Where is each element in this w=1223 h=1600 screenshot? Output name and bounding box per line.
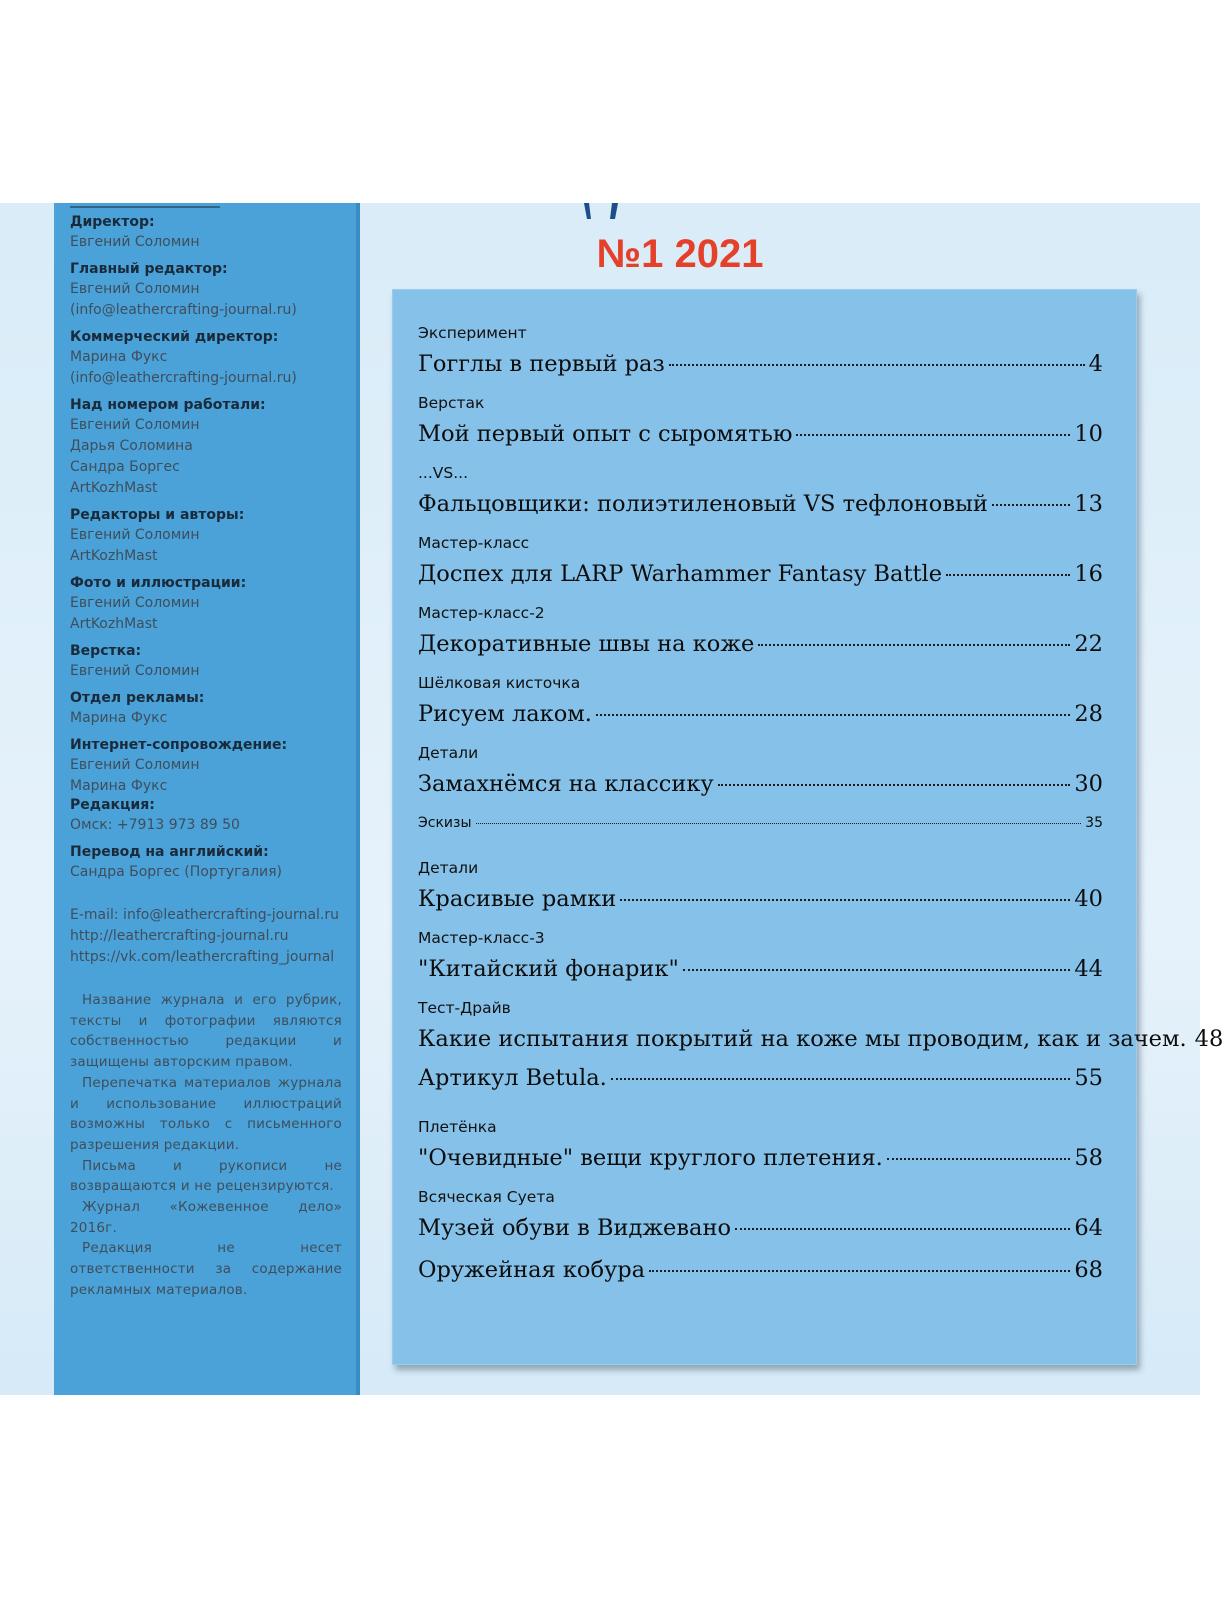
imprint-column <box>54 203 360 1395</box>
toc-row <box>418 631 1103 657</box>
credit-value: Евгений Соломин <box>70 417 200 433</box>
toc-page-number[interactable]: 16 <box>1074 561 1103 587</box>
table-of-contents <box>392 289 1223 1365</box>
credit-value: Дарья Соломина <box>70 438 193 454</box>
dot-leader <box>476 823 1082 824</box>
dot-leader <box>611 1078 1071 1080</box>
dot-leader <box>649 1270 1070 1272</box>
dot-leader <box>683 969 1071 971</box>
credits-list <box>70 212 342 883</box>
toc-row <box>418 886 1103 912</box>
notice-paragraph: Название журнала и его рубрик, тексты и фотографии являются собственностью редакции и защищены авторским правом. <box>70 992 342 1071</box>
toc-title[interactable]: Эскизы <box>418 815 472 831</box>
dot-leader <box>669 364 1085 366</box>
toc-row <box>418 1065 1103 1091</box>
credit-role: Отдел рекламы: <box>70 690 205 706</box>
credit-value: ArtKozhMast <box>70 616 158 632</box>
credit-value: ArtKozhMast <box>70 480 158 496</box>
toc-page-number[interactable]: 22 <box>1074 631 1103 657</box>
toc-row <box>418 351 1103 377</box>
credit-role: Редакция: <box>70 797 155 813</box>
credit-role: Интернет-сопровождение: <box>70 737 288 753</box>
toc-entry[interactable] <box>418 1257 1103 1283</box>
credit-role: Верстка: <box>70 643 142 659</box>
credit-value: (info@leathercrafting-journal.ru) <box>70 302 297 318</box>
toc-title[interactable]: Музей обуви в Виджевано <box>418 1215 732 1241</box>
toc-title[interactable]: "Китайский фонарик" <box>418 956 679 982</box>
toc-page-number[interactable]: 64 <box>1074 1215 1103 1241</box>
dot-leader <box>620 899 1070 901</box>
toc-entry[interactable] <box>418 928 1103 982</box>
toc-entry[interactable] <box>418 463 1103 517</box>
toc-rubric: ...VS... <box>418 464 469 482</box>
copyright-notice <box>70 990 342 1301</box>
credit-block <box>70 735 342 797</box>
toc-row <box>418 491 1103 517</box>
toc-entry[interactable] <box>418 603 1103 657</box>
credit-value: ArtKozhMast <box>70 548 158 564</box>
toc-page-number[interactable]: 58 <box>1074 1145 1103 1171</box>
credit-block <box>70 641 342 682</box>
credit-role: Редакторы и авторы: <box>70 507 245 523</box>
toc-page-number[interactable]: 30 <box>1074 771 1103 797</box>
toc-title[interactable]: Декоративные швы на коже <box>418 631 755 657</box>
issue-number <box>480 232 880 277</box>
toc-rubric: Мастер-класс-2 <box>418 604 545 622</box>
dot-leader <box>596 714 1070 716</box>
credit-block <box>70 395 342 499</box>
toc-entry[interactable] <box>418 743 1103 797</box>
toc-rubric: Всяческая Суета <box>418 1188 555 1206</box>
toc-entry[interactable] <box>418 858 1103 912</box>
toc-rubric: Детали <box>418 744 479 762</box>
toc-title[interactable]: Оружейная кобура <box>418 1257 646 1283</box>
toc-page-number[interactable]: 28 <box>1074 701 1103 727</box>
credit-role: Над номером работали: <box>70 397 266 413</box>
toc-title[interactable]: Мой первый опыт с сыромятью <box>418 421 793 447</box>
credit-block <box>70 688 342 729</box>
toc-entry[interactable] <box>418 673 1103 727</box>
credit-role: Коммерческий директор: <box>70 329 279 345</box>
toc-rubric: Плетёнка <box>418 1118 497 1136</box>
credit-role: Перевод на английский: <box>70 844 269 860</box>
contact-email[interactable]: E-mail: info@leathercrafting-journal.ru <box>70 907 339 923</box>
credit-value: Марина Фукс <box>70 778 168 794</box>
toc-row <box>418 561 1103 587</box>
toc-row <box>418 1145 1103 1171</box>
credit-block <box>70 259 342 321</box>
credit-block <box>70 795 342 836</box>
dot-leader <box>887 1158 1071 1160</box>
notice-paragraph: Перепечатка материалов журнала и использование иллюстраций возможны только с письменного разрешения редакции. <box>70 1074 342 1153</box>
credit-value: Евгений Соломин <box>70 663 200 679</box>
dot-leader <box>758 644 1070 646</box>
toc-rubric: Тест-Драйв <box>418 999 511 1017</box>
toc-entry[interactable] <box>418 533 1103 587</box>
toc-row <box>418 701 1103 727</box>
toc-page-number[interactable]: 44 <box>1074 956 1103 982</box>
dot-leader <box>992 504 1070 506</box>
credit-value: Евгений Соломин <box>70 234 200 250</box>
toc-entry[interactable] <box>418 1065 1103 1091</box>
toc-rubric: Шёлковая кисточка <box>418 674 581 692</box>
toc-row <box>418 1026 1223 1052</box>
toc-title[interactable]: Красивые рамки <box>418 886 617 912</box>
contacts <box>70 905 342 968</box>
toc-rubric: Верстак <box>418 394 485 412</box>
toc-page-number[interactable]: 48 <box>1194 1026 1223 1052</box>
credit-value: (info@leathercrafting-journal.ru) <box>70 370 297 386</box>
notice-paragraph: Редакция не несет ответственности за содержание рекламных материалов. <box>70 1240 342 1298</box>
notice-paragraph: Журнал «Кожевенное дело» 2016г. <box>70 1199 342 1236</box>
toc-page-number[interactable]: 13 <box>1074 491 1103 517</box>
credit-value: Сандра Боргес (Португалия) <box>70 864 283 880</box>
notice-paragraph: Письма и рукописи не возвращаются и не рецензируются. <box>70 1157 342 1195</box>
toc-rubric: Мастер-класс <box>418 534 530 552</box>
toc-title[interactable]: Гогглы в первый раз <box>418 351 665 377</box>
toc-title[interactable]: Доспех для LARP Warhammer Fantasy Battle <box>418 561 943 587</box>
issue-label: №1 2021 <box>596 232 764 276</box>
toc-title[interactable]: Рисуем лаком. <box>418 701 592 727</box>
credit-block <box>70 842 342 883</box>
toc-rubric: Детали <box>418 859 479 877</box>
toc-page-number[interactable]: 10 <box>1074 421 1103 447</box>
toc-entry[interactable] <box>418 998 1223 1052</box>
toc-title[interactable]: "Очевидные" вещи круглого плетения. <box>418 1145 883 1171</box>
toc-entry[interactable] <box>418 1187 1103 1241</box>
toc-entry[interactable] <box>418 393 1103 447</box>
credit-block <box>70 505 342 567</box>
contact-vk[interactable]: https://vk.com/leathercrafting_journal <box>70 949 335 965</box>
toc-title[interactable]: Фальцовщики: полиэтиленовый VS тефлоновый <box>418 491 988 517</box>
contact-site[interactable]: http://leathercrafting-journal.ru <box>70 928 289 944</box>
credit-role: Директор: <box>70 214 155 230</box>
credit-block <box>70 573 342 635</box>
toc-row <box>418 771 1103 797</box>
toc-rubric: Эксперимент <box>418 324 527 342</box>
toc-entry[interactable] <box>418 1117 1103 1171</box>
credit-block <box>70 327 342 389</box>
toc-title[interactable]: Замахнёмся на классику <box>418 771 714 797</box>
toc-page-number[interactable]: 4 <box>1088 351 1103 377</box>
dot-leader <box>735 1228 1070 1230</box>
credit-value: Сандра Боргес <box>70 459 180 475</box>
toc-rubric: Мастер-класс-3 <box>418 929 545 947</box>
credit-role: Фото и иллюстрации: <box>70 575 247 591</box>
toc-entry[interactable] <box>418 323 1103 377</box>
credit-block <box>70 212 342 253</box>
dot-leader <box>946 574 1070 576</box>
toc-row <box>418 956 1103 982</box>
credit-value: Евгений Соломин <box>70 757 200 773</box>
toc-page-number[interactable]: 68 <box>1074 1257 1103 1283</box>
credit-role: Главный редактор: <box>70 261 228 277</box>
toc-row <box>418 421 1103 447</box>
toc-row <box>418 1215 1103 1241</box>
toc-entry[interactable] <box>418 815 1103 831</box>
toc-page-number[interactable]: 55 <box>1074 1065 1103 1091</box>
credit-value: Евгений Соломин <box>70 281 200 297</box>
toc-page-number[interactable]: 35 <box>1085 815 1103 831</box>
toc-page-number[interactable]: 40 <box>1074 886 1103 912</box>
toc-title[interactable]: Артикул Betula. <box>418 1065 607 1091</box>
dot-leader <box>718 784 1071 786</box>
credit-value: Марина Фукс <box>70 349 168 365</box>
toc-title[interactable]: Какие испытания покрытий на коже мы проводим, как и зачем. <box>418 1026 1187 1052</box>
credit-value: Евгений Соломин <box>70 527 200 543</box>
toc-row <box>418 815 1103 831</box>
dot-leader <box>796 434 1070 436</box>
toc-row <box>418 1257 1103 1283</box>
credit-value: Омск: +7913 973 89 50 <box>70 817 240 833</box>
credit-value: Марина Фукс <box>70 710 168 726</box>
logo-fragment-icon <box>582 203 622 221</box>
credit-value: Евгений Соломин <box>70 595 200 611</box>
